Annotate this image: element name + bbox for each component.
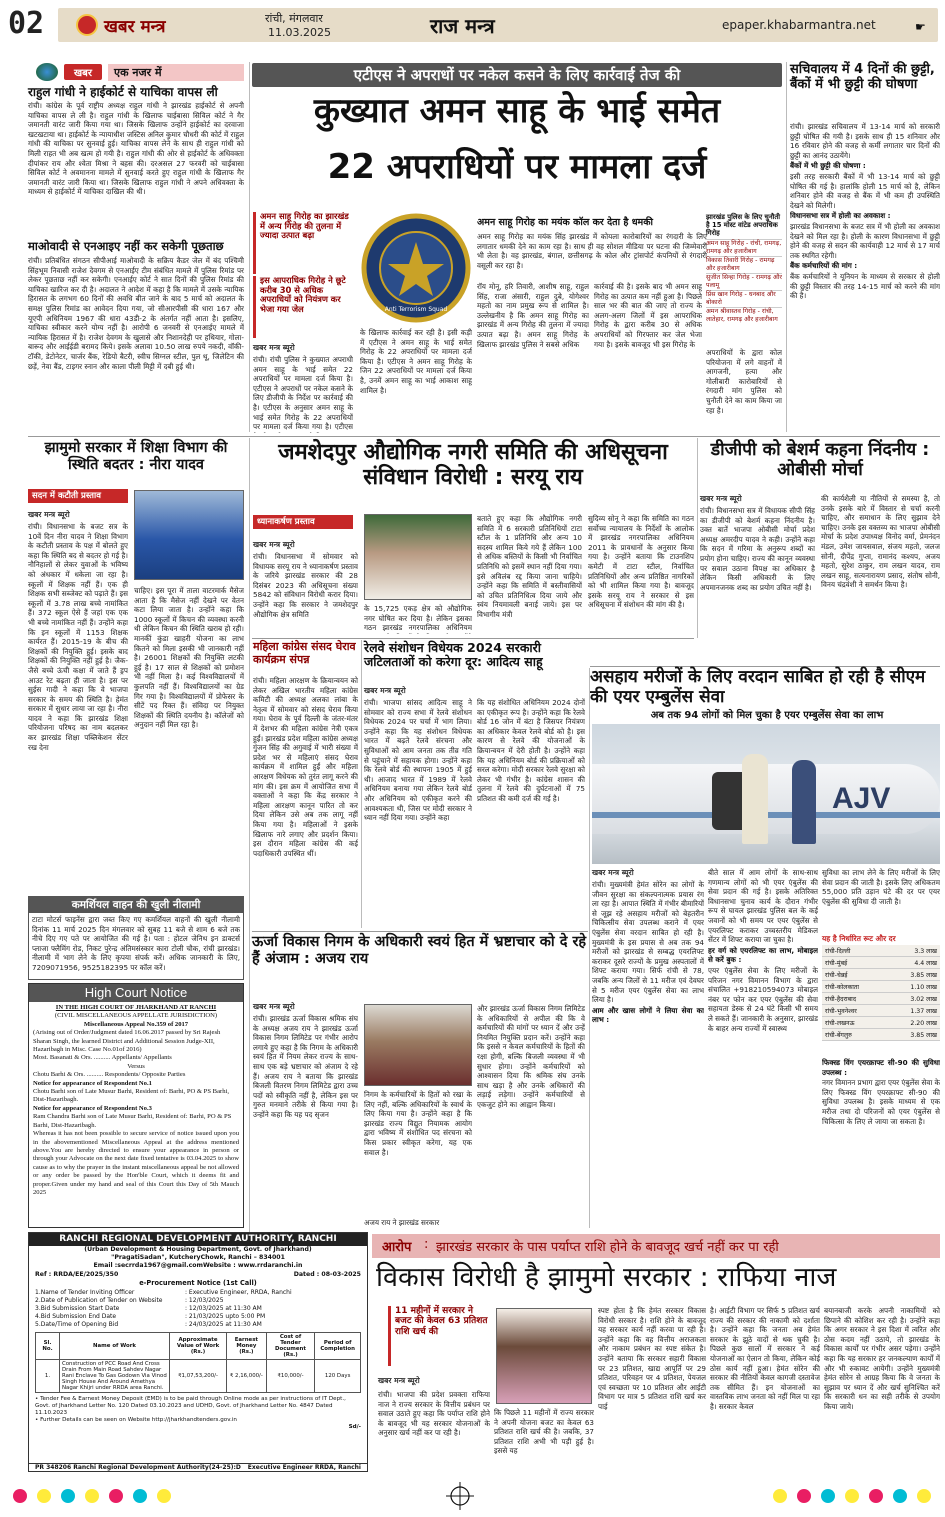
saryu-byline: खबर मन्त्र ब्यूरो	[253, 540, 295, 549]
header-date: 11.03.2025	[268, 26, 331, 39]
air-ambulance-photo	[592, 724, 940, 864]
column-divider	[361, 640, 362, 928]
fare-route: रांची-चेन्नई	[822, 969, 887, 981]
lead-col-3: रॉय मोनू, हरि तिवारी, आशीष साहू, राहुल सिंह, राजा अंसारी, राहुल दुबे, योगेश्वर महतो का नाम प्रमुख रूप से शामिल है। उल्लेखनीय है कि अमन साहू गिरोह का झारखंड में अन्य गिरोह की तुलना में ज्यादा उत्पात बढ़ा है। अमन साहू गिरोह के खिलाफ झारखंड पुलिस ने सबसे अधिक	[477, 282, 589, 349]
lead-col-4: कार्रवाई की है। इसके बाद भी अमन साहू गिरोह का उत्पात कम नहीं हुआ है। पिछले साल भर की बात की जाए तो राज्य के अलग-अलग जिलों में इस आपराधिक गिरोह के द्वारा करीब 30 से अधिक अपराधियों को गिरफ्तार कर जेल भेजा गया है। इसके बावजूद भी इस गिरोह के	[594, 282, 702, 349]
auction-body: टाटा मोटर्स फाइनेंस द्वारा जब्त किए गए कमर्शियल वाहनों की खुली नीलामी दिनांक 11 मार्च 2025 दिन मंगलवार को सुबह 11 बजे से शाम 6 बजे तक नीचे दिए गए पते पर आयोजित की गई है। पता : होटल जेनिथ इन डाक्टर्स प्लाजा फ्लैमिंग रोड, निकट पुरेन्द्र अंतिमसंस्कार कारा टोली चौक, रांची झारखंड। नीलामी में भाग लेने के लिए कृपया संपर्क करें। अधिक जानकारी के लिए, 7209071956, 9525182395 पर कॉल करें।	[32, 915, 240, 972]
lead-bullet-2-text: इस आपराधिक गिरोह ने छूटे करीब 30 से अधिक अपराधियों को नियंत्रण कर भेजा गया जेल	[260, 275, 346, 314]
auction-title: कमर्शियल वाहन की खुली नीलामी	[29, 897, 243, 913]
neera-photo	[134, 490, 244, 580]
railway-byline: खबर मन्त्र ब्यूरो	[364, 686, 406, 695]
rrda-info-row	[35, 1305, 361, 1313]
column-divider	[697, 438, 698, 638]
briefs-banner	[28, 63, 244, 81]
air-sub2: हर वर्ग को एयरलिफ्ट का लाभ, मोबाइल से करें बुक :	[708, 945, 818, 965]
neera-tag	[28, 489, 128, 503]
dgp-col-1: रांची। विधानसभा सत्र में विधायक सीपी सिंह का डीजीपी को बेशर्म कहना निंदनीय है। उक्त बातें भाजपा ओबीसी मोर्चा प्रदेश अध्यक्ष अमरदीप यादव ने कही। उन्होंने कहा कि सदन में गरिमा के अनुरूप शब्दों का प्रयोग होना चाहिए। राज्य की कानून व्यवस्था पर सवाल उठाना विपक्ष का अधिकार है लेकिन किसी अधिकारी के लिए अपमानजनक शब्द का प्रयोग उचित नहीं है।	[700, 506, 815, 592]
lead-col-2: के खिलाफ कार्रवाई कर रही है। इसी कड़ी में एटीएस ने अमन साहू के भाई समेत गिरोह के 22 अपराधियों पर मामला दर्ज किया है। एटीएस ने अमन साहू गिरोह के जिन 22 अपराधियों पर मामला दर्ज किया है, उनमें अमन साहू का भाई आकाश साहू शामिल है।	[360, 328, 472, 395]
briefs-title: एक नजर में	[108, 64, 244, 81]
website[interactable]: epaper.khabarmantra.net	[722, 18, 876, 32]
rrda-footnote-1: • Tender Fee & Earnest Money Deposit (EMD) is to be paid through Online mode as per instructions of IT Dept., Govt. of Jharkhand Letter No. 120 Dated 03.10.2023 and UDHD, Govt. of Jharkhand Letter No. 4847 Dated 11.10.2023	[35, 1396, 346, 1416]
air-headline: असहाय मरीजों के लिए वरदान साबित हो रही है सीएम की एयर एम्बुलेंस सेवा	[590, 667, 926, 707]
fare-route: रांची-बेंगलुरु	[822, 1029, 887, 1041]
holiday-p3: झारखंड विधानसभा के बजट सत्र में भी होली का अवकाश देखने को मिल रहा है। होली के कारण विधानसभा में छुट्टी होने की वजह से सदन की कार्यवाही 12 मार्च से 17 मार्च तक स्थगित रहेगी।	[790, 221, 940, 260]
power-byline: खबर मन्त्र ब्यूरो	[253, 1002, 295, 1011]
fare-rate: 1.10 लाख	[887, 981, 940, 993]
air-subhead: अब तक 94 लोगों को मिल चुका है एयर एम्बुलेंस सेवा का लाभ	[650, 710, 884, 721]
fare-row	[822, 993, 940, 1005]
neera-col-2: चाहिए। इस पूरा में ताला वाटरमार्क मैसेज आता है कि मैसेज नहीं देखने पर वेतन कटा लिया जाता है। उन्होंने कहा कि 1000 स्कूलों में किचन की व्यवस्था करनी थी लेकिन किचन की स्थिति खराब हो रही। मानकीं कुंडा खाहरी योजना का लाभ कितने को मिला इसकी भी जानकारी नहीं है। 26001 शिक्षकों की नियुक्ति लटकी हुई है। 17 साल से शिक्षकों को प्रमोशन भी नहीं मिला है। कई विश्वविद्यालयों में कुलपति नहीं हैं। विश्वविद्यालयों का ग्रेड गिर गया है। विश्वविद्यालयों में प्रोफेसर के सीटें पद रिक्त हैं। संविदा पर नियुक्त शिक्षकों की स्थिति दयनीय है। कॉलेजों को अनुदान नहीं मिल रहा है।	[134, 586, 244, 730]
rrda-info-value: : 24/03/2025 at 11:30 AM	[185, 1321, 262, 1328]
rafia-photo	[496, 1308, 592, 1404]
fare-row	[822, 981, 940, 993]
rafia-bullet-text: 11 महीनों में सरकार ने बजट की केवल 63 प्रतिशत राशि खर्च की	[395, 1306, 488, 1337]
air-byline: खबर मन्त्र ब्यूरो	[592, 868, 634, 877]
saryu-col-1: रांची। विधानसभा में सोमवार को विधायक सरयू राय ने ध्यानाकर्षण प्रस्ताव के जरिये झारखंड सरकार की 28 दिसंबर 2023 की अधिसूचना संख्या 5842 को संविधान विरोधी करार दिया। उन्होंने कहा कि सरकार ने जमशेदपुर औद्योगिक क्षेत्र समिति	[253, 552, 358, 619]
fare-row	[822, 957, 940, 969]
rrda-td: Construction of PCC Road And Cross Drain From Main Road Sahdev Nagar Rani Enclave To Gas Godown Via Vinod Singh House And Around Amethya Nagar Khijri under RRDA area Ranchi.	[60, 1360, 170, 1393]
court-versus: Versus	[127, 1062, 145, 1070]
fare-route: रांची-भुवनेश्वर	[822, 1005, 887, 1017]
rahul-body: रांची। कांग्रेस के पूर्व राष्ट्रीय अध्यक्ष राहुल गांधी ने झारखंड हाईकोर्ट से अपनी याचिका वापस ले ली है। राहुल गांधी के खिलाफ चाईबासा सिविल कोर्ट ने गैर जमानती वारंट जारी किया गया था। जिसके खिलाफ उन्होंने हाईकोर्ट का दरवाजा खटखटाया था। हाईकोर्ट के न्यायाधीश जस्टिस अनिल कुमार चौधरी की कोर्ट में राहुल गांधी की याचिका पर सुनवाई हुई। याचिका वापस लेने के साथ ही राहुल गांधी को मिली राहत भी अब खत्म हो गयी है। राहुल गांधी की ओर से हाईकोर्ट के अधिवक्ता दीपांकर राय और श्वेता मिश्रा ने बहस की। दरअसल 27 फरवरी को चाईबासा सिविल कोर्ट ने अवमानना मामले में सुनवाई करते हुए राहुल गांधी के खिलाफ गैर जमानती वारंट जारी किया था। जिसके खिलाफ राहुल गांधी ने अपने अधिवक्ता के माध्यम से हाईकोर्ट में याचिका दाखिल की थी।	[28, 101, 244, 197]
saryu-photo	[364, 514, 472, 600]
court-name: IN THE HIGH COURT OF JHARKHAND AT RANCHI	[55, 1004, 217, 1011]
gang-list-item: अमन श्रीवास्तव गिरोह - रांची, लातेहार, रामगढ़ और हजारीबाग	[706, 307, 782, 324]
rrda-info-row	[35, 1321, 361, 1329]
briefs-tag: खबर	[64, 64, 102, 80]
column-divider	[786, 62, 787, 432]
mahila-headline: महिला कांग्रेस संसद घेराव कार्यक्रम संपन्न	[253, 640, 356, 666]
fare-row	[822, 1005, 940, 1017]
gang-list-title: झारखंड पुलिस के लिए चुनौती है 15 मोस्ट वांटेड अपराधिक गिरोह	[706, 213, 780, 237]
air-col-2-text: बीते साल में आम लोगों के साथ-साथ गणमान्य लोगों को भी एयर एंबुलेंस की सेवा प्रदान की गई है। इसके अतिरिक्त विधानसभा चुनाव कार्य के दौरान गंभीर रूप से घायल झारखंड पुलिस बल के कई जवानों को भी समय पर एयर एंबुलेंस से एयरलिफ्ट कराकर उच्चस्तरीय मेडिकल सेंटर में शिफ्ट कराया जा चुका है।	[708, 868, 818, 945]
gang-list-item: सुजीत सिन्हा गिरोह - रामगढ़ और पलामू	[706, 274, 782, 290]
brand-name: खबर मन्त्र	[104, 17, 166, 37]
neera-byline: खबर मन्त्र ब्यूरो	[28, 510, 70, 519]
saryu-col-2: बताते हुए कहा कि औद्योगिक नगरी समिति में 6 सरकारी प्रतिनिधियों टाटा स्टील के 1 प्रतिनिधि और अन्य 10 सदस्य शामिल किये गये हैं लेकिन 100 से अधिक बस्तियों के किसी भी निर्वाचित प्रतिनिधि को इसमें स्थान नहीं दिया गया। इसे अविलंब रद्द किया जाना चाहिये। उन्होंने कहा कि समिति में बस्तीवासियों को उचित प्रतिनिधित्व दिया जाये और स्वंय नियमावली बनाई जाये। इस पर विभागीय मंत्री	[477, 514, 582, 619]
masthead	[0, 0, 945, 60]
court-notice1-head: Notice for appearance of Respondent No.1	[33, 1079, 152, 1087]
column-divider	[589, 668, 590, 1228]
saryu-tag	[253, 515, 353, 529]
holiday-headline: सचिवालय में 4 दिनों की छुट्टी, बैंकों में भी छुट्टी की घोषणा	[790, 62, 935, 92]
court-jurisdiction: (CIVIL MISCELLANEOUS APPELLATE JURISDICTION)	[54, 1012, 218, 1020]
rrda-info-key: 3.Bid Submission Start Date	[35, 1305, 120, 1312]
column-divider	[249, 62, 250, 432]
rrda-contact: Email :secrrda1967@gmail.comWebsite : www.rrdaranchi.in	[93, 1262, 303, 1269]
air-col-3b-text: नगर विमानन प्रभाग द्वारा एयर एंबुलेंस सेवा के लिए फिक्स्ड विंग एयरक्राफ्ट सी-90 की सुविधा उपलब्ध है। इसके माध्यम से एक मरीज तथा दो परिजनों को एयर एंबुलेंस से चिकित्सा के लिए ले जाया जा सकता है।	[822, 1078, 940, 1126]
rrda-table-header	[36, 1333, 361, 1360]
rrda-info-row	[35, 1313, 361, 1321]
lead-bullet-1-text: अमन साहू गिरोह का झारखंड में अन्य गिरोह की तुलना में ज्यादा उत्पात बढ़ा	[260, 211, 349, 241]
power-headline: ऊर्जा विकास निगम के अधिकारी स्वयं हित में भ्रष्टाचार को दे रहे हैं अंजाम : अजय राय	[252, 934, 587, 967]
rrda-sign: Sd/-	[348, 1424, 361, 1430]
maoist-body: रांची। प्रतिबंधित संगठन सीपीआई माओवादी के सक्रिय कैडर जेल में बंद पश्चिमी सिंहभूम निवासी राजेश देवगम से एनआईए टीम संबंधित मामले में पुलिस रिमांड पर लेकर पूछताछ नहीं कर सकेगी। एनआईए कोर्ट ने सात दिनों की पुलिस रिमांड की याचिका खारिज कर दी है। अदालत ने आदेश में कहा है कि मामले में उसके न्यायिक हिरासत के लगभग 60 दिनों की अवधि बीत जाने के बाद 5 मार्च को अदालत के समक्ष पुलिस रिमांड का आवेदन दिया गया, जो सीआरपीसी की धारा 167 और यूएपी अधिनियम 1967 की धारा 43डी-2 के अंतर्गत नहीं आता है। इसलिए, याचिका स्वीकार करने योग्य नहीं है। आरोपी 6 जनवरी से एनआईए मामले में न्यायिक हिरासत में है। राजेश देवगम के खुलासे और निशानदेही पर हथियार, गोला-बारूद और आईईडी बरामद किये। इसके अलावा 10.50 लाख रुपये नकदी, वॉकी-टॉकी, डेटोनेटर, चार्जर बैंक, रेडियो बैटरी, स्वीच सिग्नल स्टील, पुल थू, जिलेटिन की छड़ें, नेवा बैंड, टाइगर स्नान और काला पीली मिट्टी में दबी हुई थी।	[28, 256, 244, 371]
fare-rate: 1.37 लाख	[887, 1005, 940, 1017]
rrda-info-value: : 12/03/2025	[185, 1297, 224, 1304]
maoist-headline: माओवादी से एनआइए नहीं कर सकेगी पूछताछ	[28, 239, 224, 253]
row-divider	[252, 931, 588, 932]
fare-rate: 3.85 लाख	[887, 969, 940, 981]
fare-route: रांची-मुंबई	[822, 957, 887, 969]
auction-box	[28, 896, 244, 980]
lead-col-1: रांची। रांची पुलिस ने कुख्यात अपराधी अमन साहू के भाई समेत 22 अपराधियों पर मामला दर्ज किया है। एटीएस ने अपराधों पर नकेल कसने के लिए डीजीपी के निर्देश पर कार्रवाई की है। एटीएस के अनुसार अमन साहू के भाई समेत गिरोह के 22 अपराधियों पर मामला दर्ज किया गया है। एटीएस	[253, 355, 353, 432]
rrda-info-key: 1.Name of Tender Inviting Officer	[35, 1289, 135, 1296]
railway-col-2: कि यह संशोधित अधिनियम 2024 दोनों का एकीकृत रूप है। उन्होंने कहा कि रेलवे बोर्ड 16 जोन में बंटा है जिसपर नियंत्रण का अधिकार केवल रेलवे बोर्ड को है। इस कारण से रेलवे की योजनाओं के क्रियान्वयन में देरी होती है। उन्होंने कहा कि यह अधिनियम बोर्ड की प्रक्रियाओं को सरल करेगा। मोदी सरकार रेलवे सुरक्षा को लेकर भी गंभीर है। कांग्रेस शासन की तुलना में रेलवे की दुर्घटनाओं में 75 प्रतिशत की कमी दर्ज की गई है।	[477, 698, 585, 803]
air-col-1	[592, 880, 704, 1226]
lead-col-5: अपराधियों के द्वारा कोल परियोजना में लगे वाहनों में आगजनी, हत्या और गोलीबारी कारोबारियों से रंगदारी मांग पुलिस को चुनौती देने का काम किया जा रहा है।	[706, 348, 782, 415]
section-title: राज मन्त्र	[430, 14, 495, 38]
dgp-byline: खबर मन्त्र ब्यूरो	[700, 494, 742, 503]
rrda-title: RANCHI REGIONAL DEVELOPMENT AUTHORITY, RANCHI	[29, 1233, 367, 1246]
rrda-th: Period of Completion	[315, 1333, 361, 1360]
fare-rate: 4.4 लाख	[887, 957, 940, 969]
rafia-col-1: रांची। भाजपा की प्रदेश प्रवक्ता राफिया नाज ने राज्य सरकार के वित्तीय प्रबंधन पर सवाल उठाते हुए कहा कि पर्याप्त राशि होने के बावजूद भी यह सरकार योजनाओं के अनुसार खर्च नहीं कर पा रही है।	[378, 1390, 490, 1438]
rrda-th: Name of Work	[60, 1333, 170, 1360]
rrda-pr-number: PR 348206 Ranchi Regional Development Authority(24-25):D	[35, 1464, 241, 1471]
person-figure	[792, 760, 816, 844]
rrda-info-row	[35, 1297, 361, 1305]
rrda-ref: Ref : RRDA/EE/2025/350	[35, 1271, 119, 1278]
air-sub1: आम और खास लोगों ने लिया सेवा का लाभ :	[592, 1005, 704, 1025]
rrda-th: Approximate Value of Work (Rs.)	[170, 1333, 227, 1360]
fare-route: रांची-कोलकाता	[822, 981, 887, 993]
saryu-caption: के 15,725 एकड़ क्षेत्र को औद्योगिक नगर घोषित कर दिया है। लेकिन इसका गठन झारखंड नगरपालिका अधिनियम	[364, 604, 472, 633]
rrda-info-key: 4.Bid Submission End Date	[35, 1313, 117, 1320]
court-notice	[28, 983, 244, 1228]
fare-rate: 3.3 लाख	[887, 945, 940, 957]
lead-bullet-1	[253, 212, 353, 274]
rrda-info-value: : 12/03/2025 at 11:30 AM	[185, 1305, 262, 1312]
holiday-sub1: बैंकों में भी छुट्टी की घोषणा :	[790, 161, 866, 171]
rrda-info-key: 5.Date/Time of Opening Bid	[35, 1321, 119, 1328]
page-number: 02	[8, 6, 45, 41]
neera-col-1: रांची। विधानसभा के बजट सत्र के 10वें दिन नीरा यादव ने शिक्षा विभाग के कटौती प्रस्ताव के पक्ष में बोलते हुए कहा कि स्थिति बद से बदतर हो गई है। नौनिहालों से लेकर युवाओं के भविष्य को अंधकार में धकेला जा रहा है। स्कूलों में शिक्षक नहीं हैं। एक ही शिक्षक सभी सब्जेक्ट को पढ़ाते हैं। इस स्कूलों में 3.78 लाख बच्चे नामांकित हैं। 372 स्कूल ऐसे हैं जहां एक एक भी बच्चे नामांकित नहीं हैं। उन्होंने कहा कि इन स्कूलों में 1153 शिक्षक कार्यरत हैं। 2015-19 के बीच की शिक्षकों की नियुक्ति हुई। इसके बाद शिक्षकों की नियुक्ति नहीं हुई है। जैक-जैसे बच्चे ऊंची कक्षा में जाते हैं ड्रप आउट रेट बढ़ता ही जाता है। इस पर सुईस गादी ने कहा कि वे भाजपा सरकार के समय की स्थिति है। हेमंत सरकार में सुधार लाया जा रहा है। नीरा यादव ने कहा कि झारखंड शिक्षा परियोजना परिषद का नाम बदलकर कर झारखंड शिक्षा पब्लिकेशन सेंटर रख देना	[28, 522, 128, 752]
air-col-1-text: रांची। मुख्यमंत्री हेमंत सोरेन का लोगों के जीवन सुरक्षा का संकल्पनात्मक प्रयास रंग ला रहा है। आपात स्थिति में गंभीर बीमारियों से जूझ रहे असहाय मरीजों को बेहतरीन चिकित्सीय सेवा उपलब्ध कराने में एयर एंबुलेंस सेवा वरदान साबित हो रही है। मुख्यमंत्री के इस प्रयास से अब तक 94 मरीजों को झारखंड से सम्बद्ध एयरलिफ्ट कराकर दूसरे राज्यों के प्रमुख अस्पतालों में शिफ्ट कराया गया। सिर्फ रांची से 78, जबकि अन्य जिलों से 11 मरीज एवं देवघर से 5 मरीज एयर एंबुलेंस सेवा का लाभ लिया है।	[592, 880, 704, 1005]
rrda-dept: (Urban Development & Housing Department, Govt. of Jharkhand)	[84, 1246, 312, 1253]
rafia-col-4: है। आईटी विभाग पर सिर्फ 5 प्रतिशत खर्च राज्य की सरकार की नाकामी को दर्शाता है। उन्होंने कहा कि जनता अब हेमंत सरकार के झूठे वादों से थक चुकी है। पिछले कुछ सालों में सरकार ने कई योजनाओं का ऐलान तो किया, लेकिन कोई ठोस कार्य नहीं हुआ। हेमंत सोरेन की सरकार की नीतियों केवल कागजी दस्तावेज तक सीमित हैं। इन योजनाओं का वास्तविक लाभ जनता को नहीं मिल पा रहा है। सरकार केवल	[710, 1306, 820, 1411]
rafia-headline: विकास विरोधी है झामुमो सरकार : राफिया नाज	[376, 1262, 837, 1293]
brand-logo	[76, 14, 98, 36]
rafia-bullet	[388, 1306, 488, 1366]
fare-table	[822, 934, 940, 1041]
holiday-sub2: विधानसभा सत्र में होली का अवकाश :	[790, 211, 891, 221]
rafia-kicker-text: झारखंड सरकार के पास पर्याप्त राशि होने के बावजूद खर्च नहीं कर पा रही	[436, 1240, 779, 1255]
rrda-info-value: : Executive Engineer, RRDA, Ranchi	[185, 1289, 292, 1296]
power-photo	[364, 1004, 472, 1086]
court-appellants: Most. Basanati & Ors. .......... Appellants/ Appellants	[33, 1054, 172, 1062]
lead-kicker	[252, 63, 782, 87]
row-divider	[28, 436, 940, 437]
fare-rate: 3.02 लाख	[887, 993, 940, 1005]
rrda-address: "PragatiSadan", KutcheryChowk, Ranchi – 834001	[111, 1254, 285, 1261]
neera-tag-text: सदन में कटौती प्रस्ताव	[32, 491, 101, 501]
court-body: Whereas it has not been possible to secure service of notice issued upon you in the abovementioned Miscellaneous Appeal at the address mentioned above.You are hereby directed to ensure your appearance in person or through your Advocate on the next date fixed tentative is 03.04.2025 to show cause as to why the prayer in the instant miscellaneous appeal be not allowed or any order be passed by the Hon'ble Court, which it deems fit and proper.Given under my hand and seal of this Court this Day of 5th Mauch 2025	[33, 1130, 239, 1196]
header-city-day: रांची, मंगलवार	[265, 12, 323, 25]
saryu-tag-text: ध्यानाकर्षण प्रस्ताव	[257, 517, 315, 527]
registration-strip	[0, 1478, 945, 1514]
court-notice-title: High Court Notice	[29, 984, 243, 1002]
holiday-body	[790, 122, 940, 432]
court-notice2-head: Notice for appearance of Respondent No.3	[33, 1104, 152, 1112]
aircraft-marking: AJV	[832, 782, 891, 815]
court-notice1: Chotu Barhi son of Late Musur Barhi, Resident of: Barhi, PO & PS Barhi, Dist-Hazaribagh.	[33, 1088, 229, 1104]
rrda-dated: Dated : 08-03-2025	[293, 1271, 361, 1278]
registration-marks	[0, 1478, 945, 1514]
rrda-td: ₹10,000/-	[266, 1360, 315, 1393]
rafia-col-2: कि पिछले 11 महीनों में राज्य सरकार ने अपनी योजना बजट का केवल 63 प्रतिशत राशि खर्च की है। जबकि, 37 प्रतिशत राशि अभी भी पड़ी हुई है। इससे यह	[494, 1408, 594, 1456]
fare-table-title: यह है निर्धारित रूट और दर	[822, 934, 896, 943]
dgp-headline: डीजीपी को बेशर्म कहना निंदनीय : ओबीसी मोर्चा	[710, 440, 930, 481]
holiday-sub3: बैंक कर्मचारियों की मांग :	[790, 261, 858, 271]
rrda-signatory: Executive Engineer RRDA, Ranchi	[247, 1464, 361, 1471]
rrda-notice: e-Procurement Notice (1st Call)	[139, 1279, 257, 1287]
rrda-table-row	[36, 1360, 361, 1393]
railway-col-1: रांची। भाजपा सांसद आदित्य साहू ने सोमवार को राज्य सभा में रेलवे संशोधन विधेयक 2024 पर चर्चा में भाग लिया। उन्होंने कहा कि यह संशोधन विधेयक भारत में बढ़ते रेलवे संरचना और सुविधाओं को आम जनता तक तीव्र गति से पहुंचाने में सहायक होगा। उन्होंने कहा कि रेलवे बोर्ड की स्थापना 1905 में हुई थी। आजाद भारत में 1989 में रेलवे अधिनियम बनाया गया लेकिन रेलवे बोर्ड और अधिनियम को एकीकृत करने की आवश्यकता थी, जिस पर मोदी सरकार ने ध्यान नहीं दिया गया। उन्होंने कहा	[364, 698, 472, 823]
fare-rate: 2.20 लाख	[887, 1017, 940, 1029]
rrda-tender	[28, 1232, 368, 1472]
fare-row	[822, 969, 940, 981]
fare-row	[822, 1017, 940, 1029]
rafia-kicker-tag: आरोप	[382, 1240, 412, 1255]
gang-list	[706, 214, 782, 344]
globe-icon	[36, 63, 58, 81]
rrda-td: ₹1,07,53,200/-	[170, 1360, 227, 1393]
rafia-col-3: स्पष्ट होता है कि हेमंत सरकार विकास विरोधी सरकार है। राशि होने के बावजूद यह सरकार कार्य नहीं करवा पा रही है। उन्होंने कहा कि वह वित्तीय अराजकता और नाकाम प्रबंधन का स्पष्ट संकेत है। उन्होंने बताया कि सरकार सहारी विकास पर 23 प्रतिशत, खाद्य आपूर्ति पर 29 प्रतिशत, परिवहन पर 4 प्रतिशत, पेयजल एवं स्वच्छता पर 10 प्रतिशत और आईटी विभाग पर मात्र 5 प्रतिशत राशि खर्च कर पाई	[598, 1306, 706, 1411]
saryu-col-3: सुदिव्य सोनू ने कहा कि समिति का गठन सर्वोच्च न्यायालय के निर्देशों के आलोक में झारखंड नगरपालिका अधिनियम 2011 के प्रावधानों के अनुसार किया गया है। उन्होंने बताया कि टाउनशिप कमेटी में टाटा स्टील, निर्वाचित प्रतिनिधियों और अन्य प्रतिष्ठित नागरिकों को भी शामिल किया गया है। बावजूद इसके सरयू राय ने सरकार से इस अधिसूचना में संशोधन की मांग की है।	[588, 514, 694, 610]
holiday-p1: रांची। झारखंड सचिवालय में 13-14 मार्च को सरकारी छुट्टी घोषित की गयी है। इसके साथ ही 15 शनिवार और 16 रविवार होने की वजह से कर्मी लगातार चार दिनों की छुट्टी का आनंद उठायेंगे।	[790, 122, 940, 160]
fare-row	[822, 1029, 940, 1041]
ats-emblem	[360, 212, 472, 324]
person-figure	[742, 754, 768, 844]
rrda-th: Cost of Tender Document (Rs.)	[266, 1333, 315, 1360]
air-col-3: सुविधा का लाभ लेने के लिए मरीजों के लिए सेवा प्रदान की जाती है। इसके लिए अधिकतम 55,000 प्रति उड़ान घंटे की दर पर एयर एंबुलेंस की सुविधा दी जाती है।	[822, 868, 940, 906]
neera-headline: झामुमो सरकार में शिक्षा विभाग की स्थिति बदतर : नीरा यादव	[44, 440, 228, 473]
fare-route: रांची-लखनऊ	[822, 1017, 887, 1029]
cursor-icon: ☛	[915, 20, 926, 34]
rrda-work-table	[35, 1332, 361, 1393]
holiday-p4: बैंक कर्मचारियों ने यूनियन के माध्यम से सरकार से होली की छुट्टी विस्तार की तरह 14-15 मार्च को करने की मांग की है।	[790, 271, 940, 301]
power-col-2: निगम के कर्मचारियों के हितों को रखा के लिए नहीं, बल्कि अधिकारियों के स्वार्थ के लिए किया गया है। उन्होंने कहा है कि झारखंड राज्य विद्युत नियामक आयोग द्वारा भविष्य में संशोधित पद संरचना को किस प्रकार स्वीकृत करेगा, यह एक सवाल है।	[364, 1090, 472, 1157]
fare-table-grid	[822, 945, 940, 1041]
ats-emblem-label: Anti Terrorism Squad	[384, 306, 448, 313]
court-appeal: Miscellaneous Appeal No.359 of 2017	[83, 1020, 189, 1028]
power-col-3: और झारखंड ऊर्जा विकास निगम लिमिटेड के अधिकारियों से अपील की कि वे कर्मचारियों की मांगों पर ध्यान दें और उन्हें नियमित नियुक्ति प्रदान करें। उन्होंने कहा कि इससे न केवल कर्मचारियों के हितों की रक्षा होगी, बल्कि बिजली व्यवस्था में भी सुधार होगा। उन्होंने कर्मचारियों को आश्वासन दिया कि श्रमिक संघ उनके साथ खड़ा है और उनके अधिकारों की लड़ाई लड़ेगा। उन्होंने कर्मचारियों से एकजुट होने का आह्वान किया।	[477, 1004, 585, 1109]
gang-list-item: अमन साहू गिरोह - रांची, रामगढ़, रामगढ़ और हजारीबाग	[706, 240, 782, 256]
dgp-col-2: की कार्यशैली या नीतियों से समस्या है, तो उनके इसके बारे में विस्तार से चर्चा करनी चाहिए, और समाधान के लिए सुझाव देने चाहिए। उनके इस वक्तव्य का भाजपा ओबीसी मोर्चा के प्रदेश उपाध्यक्ष विनोद वर्मा, प्रेमनंदन मंडल, उमेश जायसवाल, संजय महतो, जलज सोनी, दीपेंद्र गुप्ता, रामानंद कश्यप, अजय महतो, सुरेश ठाकुर, राम लखन यादव, राम लखन साहू, सत्यनारायण प्रसाद, संतोष सोनी, विनय चंद्रवंशी ने समर्थन किया है।	[821, 494, 940, 590]
holiday-p2: इसी तरह सरकारी बैंकों में भी 13-14 मार्च को छुट्टी घोषित की गई है। हालांकि होली 15 मार्च को है, लेकिन शनिवार होने की वजह से बैंक में भी कम ही उपस्थिति देखने को मिलेगी।	[790, 171, 940, 210]
rrda-info-row	[35, 1289, 361, 1297]
saryu-headline: जमशेदपुर औद्योगिक नगरी समिति की अधिसूचना संविधान विरोधी : सरयू राय	[278, 440, 668, 491]
rrda-info-key: 2.Date of Publication of Tender on Website	[35, 1297, 163, 1304]
rrda-info-value: : 21/03/2025 upto 5:00 PM	[185, 1313, 266, 1320]
fare-row	[822, 945, 940, 957]
rrda-td: 1.	[36, 1360, 60, 1393]
gang-list-item: प्रिंस खान गिरोह - धनबाद और बोकारो	[706, 290, 782, 307]
air-col-2b-text: एयर एंबुलेंस सेवा के लिए मरीजों के परिजन नगर विमानन विभाग के द्वारा संचालित +918210594073 मोबाइल नंबर पर फोन कर एयर एंबुलेंस की सेवा सहायता डेस्क से 24 घंटे किसी भी समय ले सकते हैं। जानकारी के अनुसार, झारखंड के बाहर अन्य राज्यों में स्वास्थ्य	[708, 965, 818, 1033]
rrda-td: ₹ 2,16,000/-	[227, 1360, 267, 1393]
rafia-col-5: बयानबाजी करके अपनी नाकामियों को छिपाने की कोशिश कर रही है। उन्होंने कहा कि अगर सरकार ने इस दिशा में त्वरित और ठोस कदम नहीं उठाये, तो झारखंड के विकास कार्यों पर गंभीर असर पड़ेगा। उन्होंने कहा कि यह सरकार हर जनकल्याण कार्यों में और भी रुकावट आयेगी। उन्होंने मुख्यमंत्री हेमंत सोरेन से आग्रह किया कि वे जनता के सुझाव पर ध्यान दें और खर्च सुनिश्चित करें कि सरकारी धन का सही तरीके से उपयोग किया जाये।	[824, 1306, 940, 1411]
court-notice2: Ram Chandra Barhi son of Late Musur Barhi, Resident of: Barhi, PO & PS Barhi, Dist-Hazaribagh.	[33, 1113, 232, 1129]
rrda-th: Sl. No.	[36, 1333, 60, 1360]
power-col-1: रांची। झारखंड ऊर्जा विकास श्रमिक संघ के अध्यक्ष अजय राय ने झारखंड ऊर्जा विकास निगम लिमिटेड पर गंभीर आरोप लगाये हुए कहा है कि निगम के अधिकारी स्वयं हित में नियम लेकर राज्य के साथ-साथ एक बड़े भ्रष्टाचार को अंजाम दे रहे हैं। अजय राय ने बताया कि झारखंड बिजली वितरण निगम लिमिटेड द्वारा उच्च पदों को स्वीकृति नहीं है, लेकिन इस पर गुरुत मनमाने तरीके से किया गया है। उन्होंने कहा कि यह पद सृजन	[253, 1014, 358, 1119]
lead-headline-line1: कुख्यात अमन साहू के भाई समेत	[313, 91, 721, 131]
lead-headline-line2: 22 अपराधियों पर मामला दर्ज	[327, 147, 707, 187]
fare-route: रांची-हैदराबाद	[822, 993, 887, 1005]
lead-byline: खबर मन्त्र ब्यूरो	[253, 343, 295, 352]
rafia-kicker-sep: :	[424, 1237, 429, 1252]
court-respondents: Chotu Barhi & Ors. .......... Respondents/ Opposite Parties	[33, 1071, 186, 1079]
air-col-2	[708, 868, 818, 1226]
rahul-headline: राहुल गांधी ने हाईकोर्ट से याचिका वापस ली	[28, 85, 218, 99]
lead-col-4a: अमन साहू गिरोह का मयंक सिंह झारखंड में कोयला कारोबारियों का रंगदारी के लिए लगातार धमकी देने का काम रहा है। साथ ही वह सोशल मीडिया पर घटना की जिम्मेवारी भी लेता है। वह झारखंड, बंगाल, छत्तीसगढ़ के कोल और ट्रांसपोर्ट कंपनियों से रंगदारी वसूली कर रहा है।	[477, 232, 707, 270]
row-divider	[252, 638, 694, 639]
power-footer: अजय राय ने झारखंड सरकार	[364, 1218, 440, 1227]
lead-bullet-2	[253, 276, 353, 338]
rrda-td: 120 Days	[315, 1360, 361, 1393]
rrda-th: Earnest Money (Rs.)	[227, 1333, 267, 1360]
rafia-byline: खबर मन्त्र ब्यूरो	[378, 1376, 420, 1385]
column-divider	[249, 438, 250, 1236]
lead-subhead: अमन साहू गिरोह का मयंक कॉल कर देता है धमकी	[477, 217, 653, 228]
railway-headline: रेलवे संशोधन विधेयक 2024 सरकारी जटिलताओं को करेगा दूर: आदित्य साहू	[364, 640, 543, 670]
gang-list-item: विकास तिवारी गिरोह - रामगढ़ और हजारीबाग	[706, 256, 782, 273]
rrda-footnote-2: • Further Details can be seen on Website http://jharkhandtenders.gov.in	[35, 1417, 237, 1423]
air-sub3: फिक्स्ड विंग एयरक्राफ्ट सी-90 की सुविधा उपलब्ध :	[822, 1058, 940, 1077]
mahila-body: रांची। महिला आरक्षण के क्रियान्वयन को लेकर अखिल भारतीय महिला कांग्रेस कमिटी की अध्यक्ष अलका लांबा के नेतृत्व में सोमवार को संसद घेराव किया गया। घेराव के पूर्व दिल्ली के जंतर-मंतर में देशभर की महिला कांग्रेस नेत्री एकत्र हुईं। झारखंड प्रदेश महिला कांग्रेस अध्यक्ष गुंजन सिंह की अगुवाई में भारी संख्या में प्रदेश भर से महिलाएं संसद घेराव कार्यक्रम में शामिल हुईं और महिला आरक्षण विधेयक को तुरंत लागू करने की मांग की। इस क्रम में आयोजित सभा में वक्ताओं ने कहा कि केंद्र सरकार ने महिला आरक्षण कानून पारित तो कर दिया लेकिन उसे अब तक लागू नहीं किया गया है। महिलाओं ने इसके खिलाफ नारे लगाए और प्रदर्शन किया। इस दौरान महिला कांग्रेस की कई पदाधिकारी उपस्थित थीं।	[253, 676, 358, 858]
court-arising: (Arising out of Order/Judgment dated 16.06.2017 passed by Sri Rajesh Sharan Singh, the learned District and Additional Session Judge-XII, Hazaribagh in Misc. Case No.01of 2016)	[33, 1029, 221, 1054]
air-col-3b	[822, 1058, 940, 1226]
fare-rate: 3.85 लाख	[887, 1029, 940, 1041]
rafia-kicker	[372, 1234, 940, 1258]
fare-route: रांची-दिल्ली	[822, 945, 887, 957]
lead-kicker-text: एटीएस ने अपराधों पर नकेल कसने के लिए कार्रवाई तेज की	[353, 66, 681, 84]
